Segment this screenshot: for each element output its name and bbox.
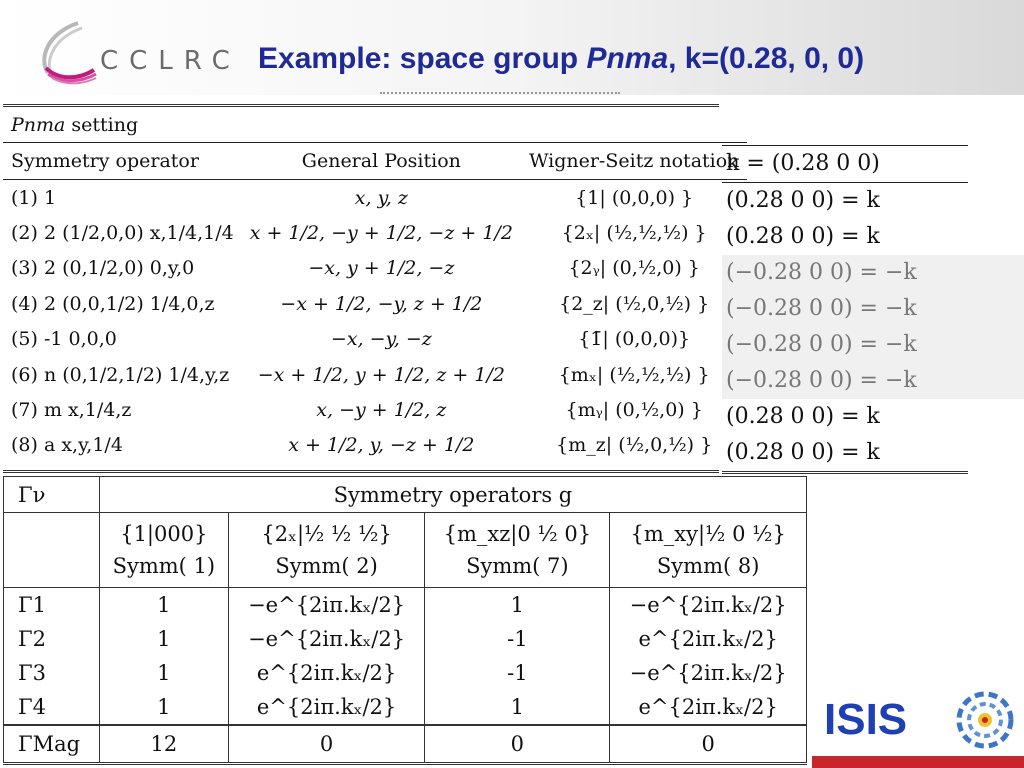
table-row: (7) m x,1/4,z x, −y + 1/2, z {mᵧ| (0,½,0) } [11,399,703,422]
symmetry-operators-table [3,108,747,463]
irrep-op-cell: {m_xy|½ 0 ½} Symm( 8) [610,513,807,588]
table-row: (5) -1 0,0,0 −x, −y, −z {1̄| (0,0,0)} [11,328,691,351]
table-row: Γ1 1 −e^{2iπ.kₓ/2} 1 −e^{2iπ.kₓ/2} [4,588,807,623]
irrep-op-cell: {2ₓ|½ ½ ½} Symm( 2) [228,513,425,588]
k-row: (0.28 0 0) = k [726,404,880,429]
k-row-minus: (−0.28 0 0) = −k [722,363,1024,399]
table-bottom-rule [3,470,719,473]
irrep-corner-label: Γν [4,477,100,513]
isis-logo [822,684,1022,756]
cclrc-logo-text: CCLRC [100,46,241,76]
col-general-position: General Position [242,143,521,180]
k-vector-column [722,145,968,474]
k-row-minus: (−0.28 0 0) = −k [722,327,1024,363]
isis-red-bar [812,756,1024,768]
irrep-table [3,476,807,765]
col-symmetry-operator: Symmetry operator [3,143,242,180]
k-row: (0.28 0 0) = k [726,188,880,213]
irrep-op-cell: {m_xz|0 ½ 0} Symm( 7) [425,513,610,588]
table-row: (2) 2 (1/2,0,0) x,1/4,1/4 x + 1/2, −y + 1/2, −z + 1/2 {2ₓ| (½,½,½) } [11,222,707,245]
svg-text:ISIS: ISIS [824,695,908,744]
setting-label: Pnma setting [11,114,139,136]
cclrc-swoosh-logo [38,18,98,88]
cropped-text-remnant [380,84,620,94]
table-top-rule [3,104,719,107]
table-row: Γ4 1 e^{2iπ.kₓ/2} 1 e^{2iπ.kₓ/2} [4,690,807,725]
slide-title: Example: space group Pnma, k=(0.28, 0, 0) [258,42,865,75]
table-row: Γ3 1 e^{2iπ.kₓ/2} -1 −e^{2iπ.kₓ/2} [4,656,807,690]
table-row: (6) n (0,1/2,1/2) 1/4,y,z −x + 1/2, y + 1/2, z + 1/2 {mₓ| (½,½,½) } [11,363,710,386]
table-row: (3) 2 (0,1/2,0) 0,y,0 −x, y + 1/2, −z {2ᵧ| (0,½,0) } [11,257,700,280]
table-row: ΓMag 12 0 0 0 [4,725,807,764]
table-row: Γ2 1 −e^{2iπ.kₓ/2} -1 e^{2iπ.kₓ/2} [4,622,807,656]
table-row: (8) a x,y,1/4 x + 1/2, y, −z + 1/2 {m_z| (½,0,½) } [11,434,713,457]
isis-target-icon [959,694,1011,746]
k-row: (0.28 0 0) = k [722,435,968,474]
col-wigner-seitz: Wigner-Seitz notation [521,143,747,180]
k-vector-header: k = (0.28 0 0) [722,145,968,183]
k-row-minus: (−0.28 0 0) = −k [722,291,1024,327]
k-row: (0.28 0 0) = k [726,224,880,249]
irrep-op-cell: {1|000} Symm( 1) [99,513,228,588]
k-row-minus: (−0.28 0 0) = −k [722,255,1024,291]
irrep-header: Symmetry operators g [99,477,806,513]
table-row: (4) 2 (0,0,1/2) 1/4,0,z −x + 1/2, −y, z + 1/2 {2_z| (½,0,½) } [11,292,710,315]
table-row: (1) 1 x, y, z {1| (0,0,0) } [11,186,694,209]
irrep-blank-cell [4,513,100,588]
